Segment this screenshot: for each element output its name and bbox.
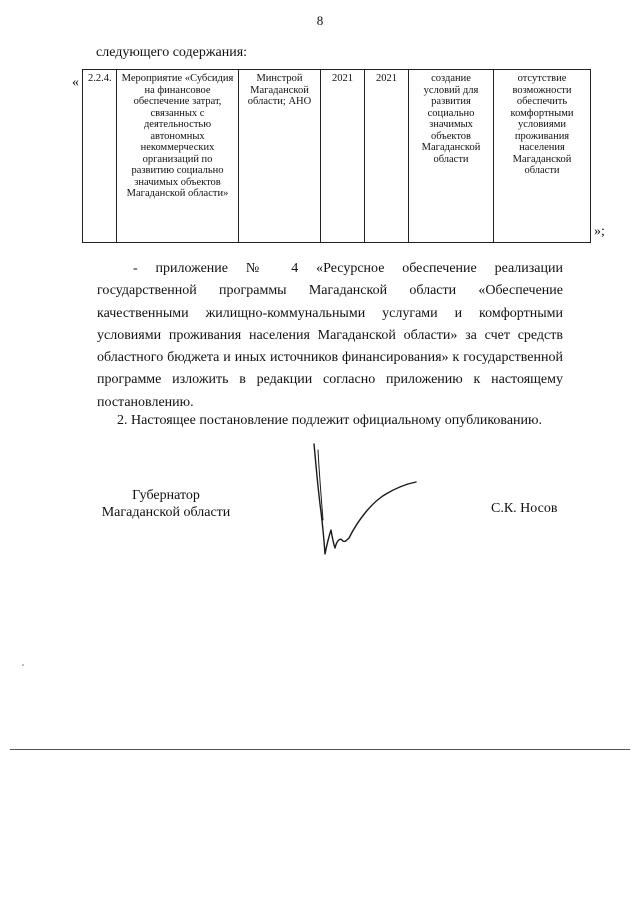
paragraph-appendix-4: - приложение № 4 «Ресурсное обеспечение реализации государственной программы Магаданской области «Обеспечение качественными жилищно-коммунальными услугами и комфортными условиями проживания населения Магаданской области» за счет средств областного бюджета и иных источников финансирования» к государственной программе изложить в редакции согласно приложению к настоящему постановлению. — [97, 261, 563, 410]
executor-cell: Минстрой Магаданской области; АНО — [239, 70, 321, 243]
bottom-rule — [10, 749, 630, 750]
intro-line: следующего содержания: — [96, 45, 248, 60]
governor-title: Губернатор Магаданской области — [101, 488, 231, 520]
measure-code-cell: 2.2.4. — [83, 70, 117, 243]
table-row — [83, 70, 591, 243]
year-start-cell: 2021 — [321, 70, 365, 243]
expected-result-cell: создание условий для развития социально значимых объектов Магаданской области — [409, 70, 494, 243]
handwritten-signature — [300, 440, 440, 570]
measure-name-cell: Мероприятие «Субсидия на финансовое обеспечение затрат, связанных с деятельностью автономных некоммерческих организаций по развитию социально значимых объектов Магаданской области» — [117, 70, 239, 243]
measure-table — [82, 69, 591, 243]
paragraph-publication: 2. Настоящее постановление подлежит официальному опубликованию. — [117, 413, 542, 428]
scan-speck — [22, 664, 24, 666]
closing-quote: »; — [594, 224, 605, 239]
year-end-cell: 2021 — [365, 70, 409, 243]
page-number: 8 — [316, 13, 324, 28]
governor-name: С.К. Носов — [491, 501, 558, 516]
consequence-cell: отсутствие возможности обеспечить комфортными условиями проживания населения Магаданской области — [494, 70, 591, 243]
opening-quote: « — [72, 75, 79, 90]
